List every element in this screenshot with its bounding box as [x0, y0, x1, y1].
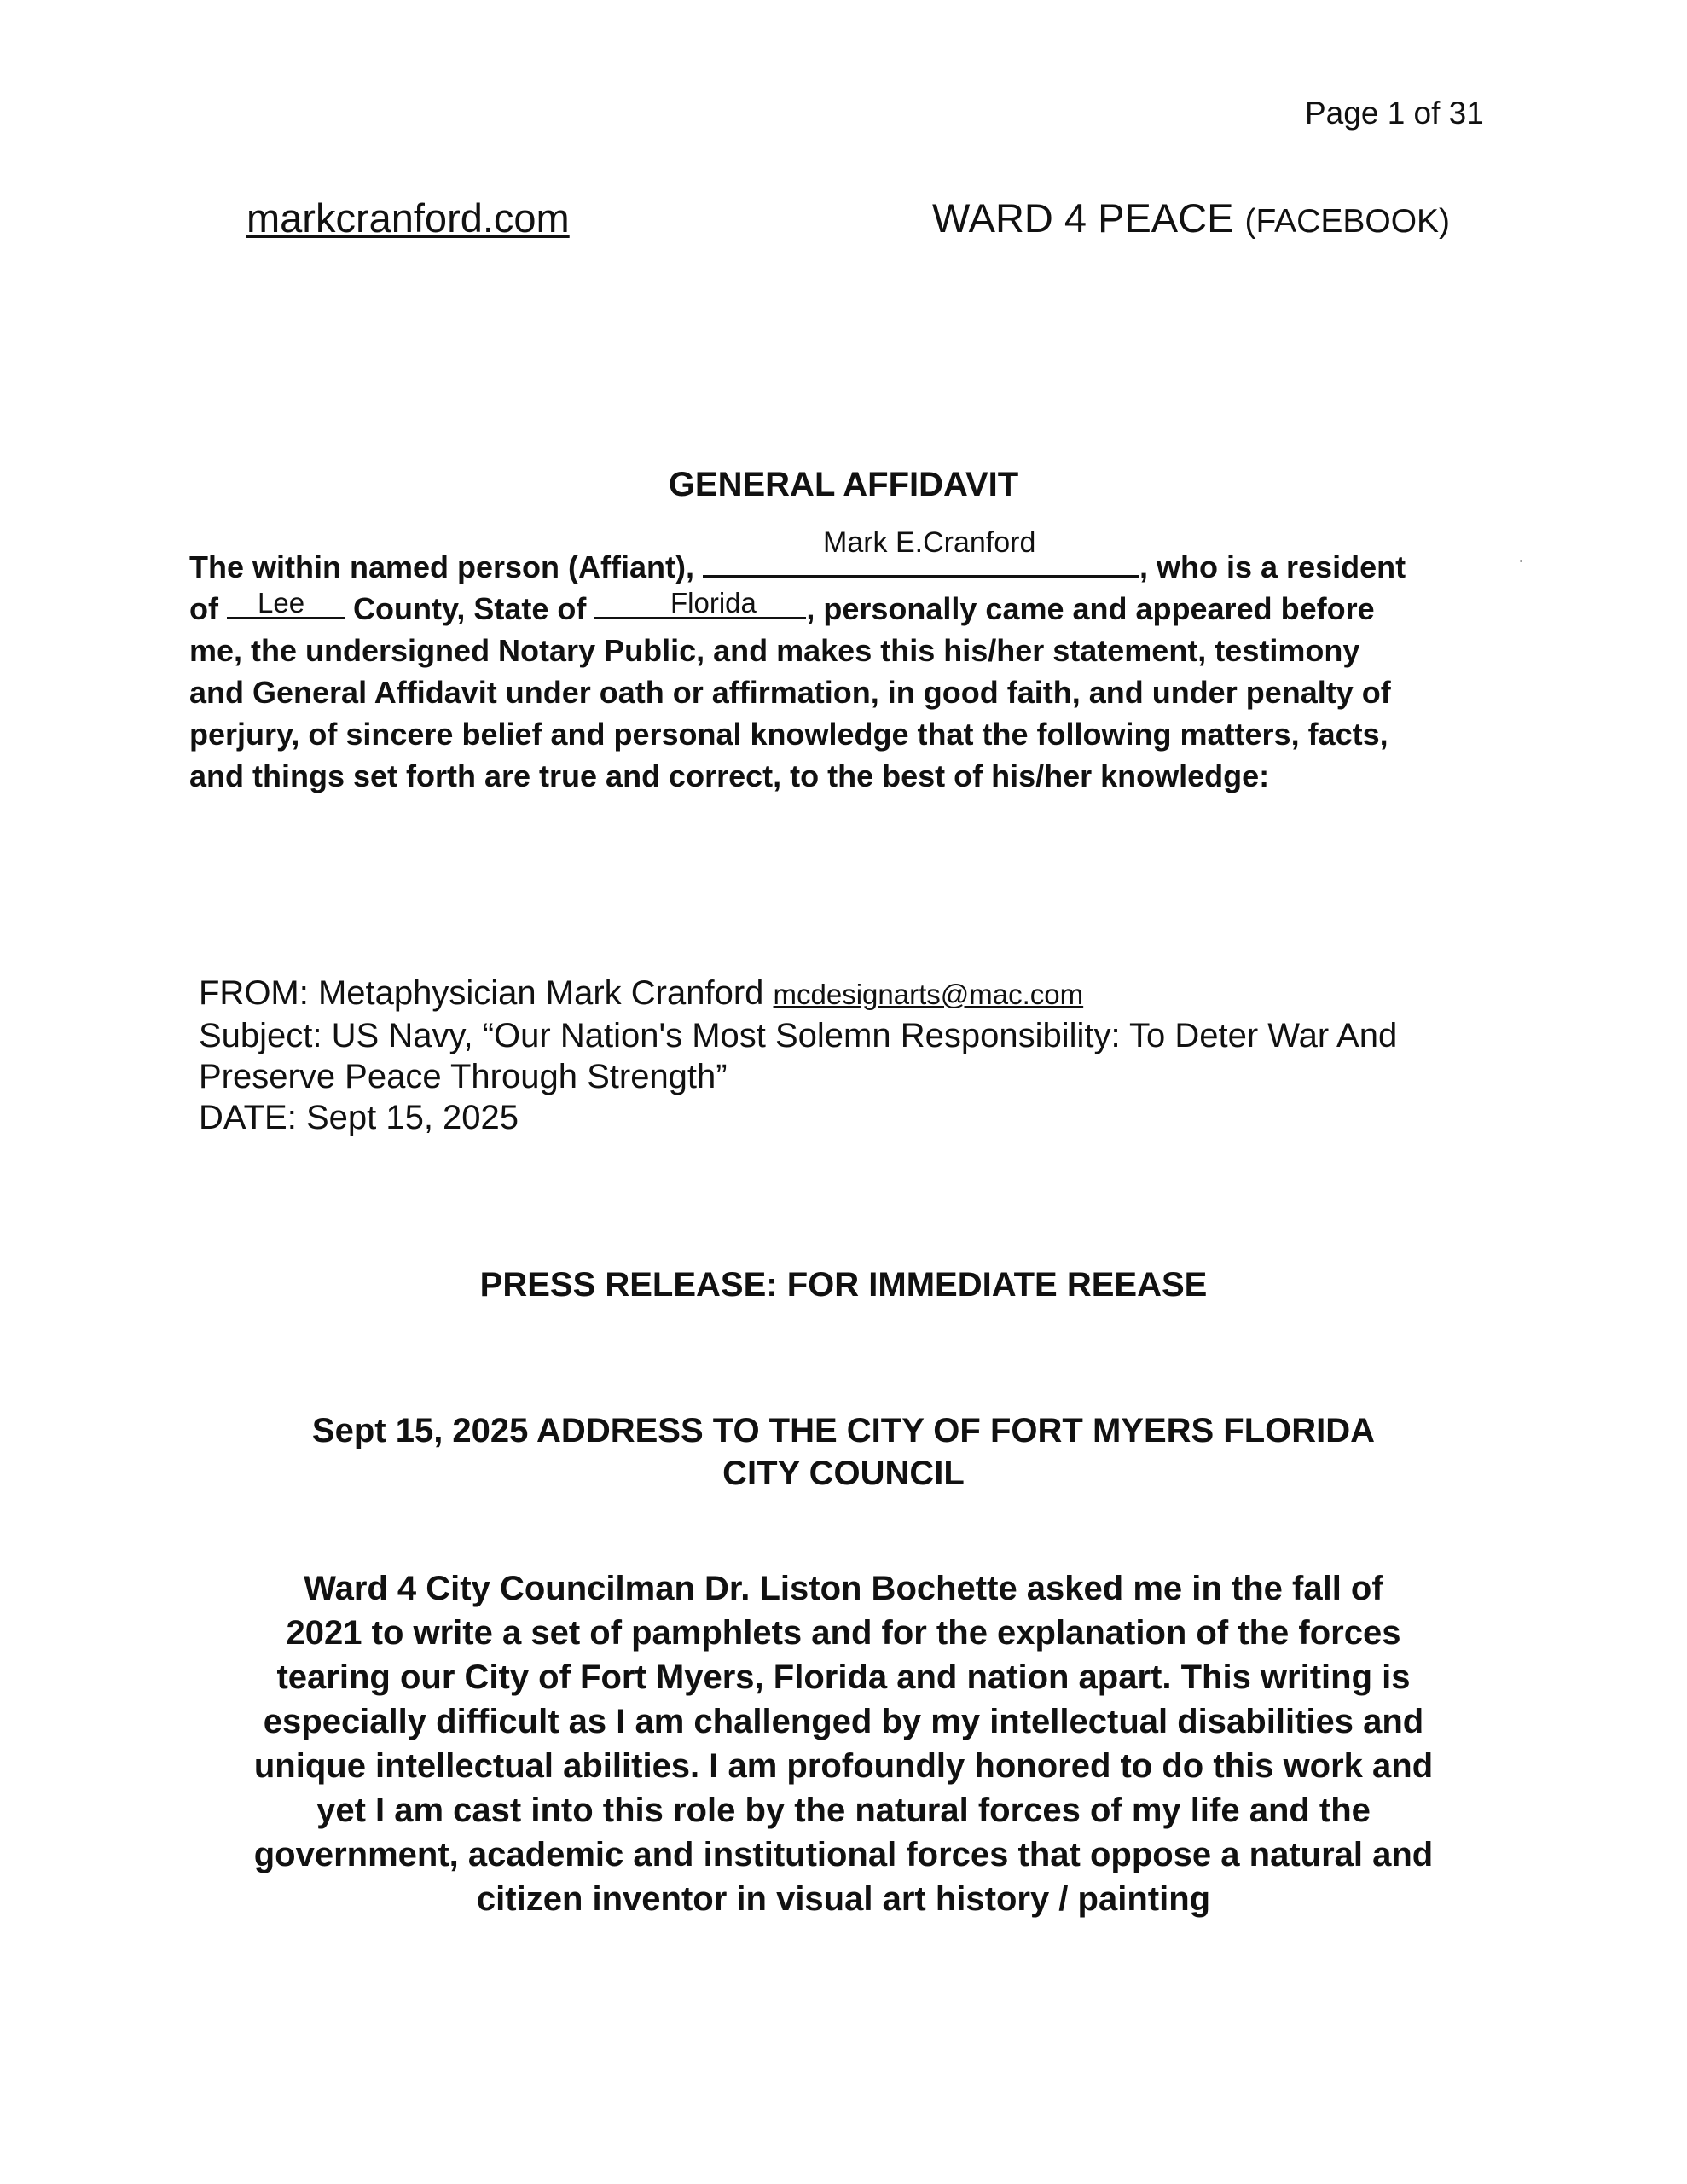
- body-line: 2021 to write a set of pamphlets and for the explanation of the forces: [286, 1614, 1401, 1652]
- body-line: especially difficult as I am challenged by my intellectual disabilities and: [263, 1703, 1424, 1740]
- affidavit-text: County, State of: [353, 591, 587, 626]
- affidavit-line: perjury, of sincere belief and personal knowledge that the following matters, facts,: [189, 717, 1388, 752]
- affiant-name-field: Mark E.Cranford: [823, 526, 1036, 559]
- memo-subject-line: Preserve Peace Through Strength”: [199, 1058, 728, 1095]
- ward-facebook-label: [932, 195, 1450, 241]
- body-line: government, academic and institutional forces that oppose a natural and: [253, 1836, 1434, 1873]
- address-heading: [0, 1409, 1687, 1495]
- affidavit-body: [189, 546, 1406, 797]
- state-blank: [594, 591, 806, 619]
- page-number: Page 1 of 31: [1305, 96, 1484, 131]
- from-email-link[interactable]: mcdesignarts@mac.com: [773, 979, 1084, 1010]
- body-line: yet I am cast into this role by the natural forces of my life and the: [316, 1792, 1371, 1829]
- memo-subject-line: Subject: US Navy, “Our Nation's Most Solemn Responsibility: To Deter War And: [199, 1017, 1398, 1054]
- affidavit-line: and General Affidavit under oath or affirmation, in good faith, and under penalty of: [189, 675, 1391, 710]
- affidavit-line: [189, 588, 1406, 630]
- ward-suffix: (FACEBOOK): [1244, 203, 1451, 240]
- affidavit-text: The within named person (Affiant),: [189, 549, 694, 584]
- body-paragraph: [0, 1566, 1687, 1921]
- affidavit-line: [189, 546, 1406, 588]
- affidavit-line: me, the undersigned Notary Public, and makes this his/her statement, testimony: [189, 633, 1360, 668]
- body-line: tearing our City of Fort Myers, Florida and nation apart. This writing is: [276, 1658, 1411, 1696]
- address-heading-line: CITY COUNCIL: [722, 1455, 965, 1492]
- memo-block: [199, 973, 1397, 1138]
- press-release-heading: PRESS RELEASE: FOR IMMEDIATE REEASE: [479, 1266, 1208, 1304]
- affidavit-text: of: [189, 591, 218, 626]
- county-blank: [227, 591, 345, 619]
- body-line: citizen inventor in visual art history / painting: [476, 1880, 1211, 1918]
- affidavit-title: GENERAL AFFIDAVIT: [668, 466, 1019, 503]
- memo-from: [199, 973, 1397, 1015]
- address-heading-line: Sept 15, 2025 ADDRESS TO THE CITY OF FORT MYERS FLORIDA: [311, 1412, 1376, 1449]
- ward-label: WARD 4 PEACE: [932, 195, 1234, 241]
- body-line: unique intellectual abilities. I am profoundly honored to do this work and: [253, 1747, 1434, 1785]
- from-label: FROM: Metaphysician Mark Cranford: [199, 974, 764, 1012]
- scan-speck: [1520, 560, 1522, 562]
- memo-date: DATE: Sept 15, 2025: [199, 1099, 519, 1136]
- affidavit-line: and things set forth are true and correct, to the best of his/her knowledge:: [189, 758, 1270, 793]
- affidavit-text: , who is a resident: [1139, 549, 1406, 584]
- name-blank: [703, 549, 1139, 578]
- county-field: Lee: [258, 587, 305, 619]
- affidavit-text: , personally came and appeared before: [806, 591, 1375, 626]
- state-field: Florida: [670, 587, 757, 619]
- website-link[interactable]: markcranford.com: [246, 195, 570, 241]
- body-line: Ward 4 City Councilman Dr. Liston Bochette asked me in the fall of: [304, 1570, 1383, 1607]
